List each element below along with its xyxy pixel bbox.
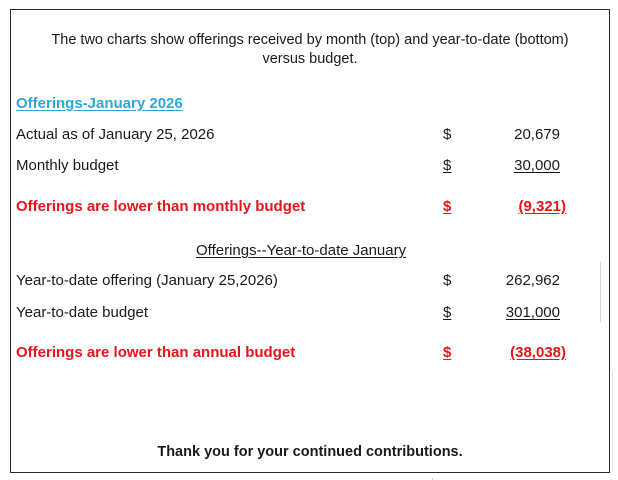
- monthly-diff-amount: (9,321): [518, 198, 566, 215]
- monthly-actual-row: [16, 124, 596, 146]
- ytd-diff-label: Offerings are lower than annual budget: [16, 344, 296, 361]
- monthly-budget-amount: 30,000: [514, 157, 560, 174]
- intro-text: [12, 31, 608, 69]
- monthly-budget-row: [16, 155, 596, 177]
- ytd-actual-currency: $: [443, 272, 452, 289]
- monthly-heading: Offerings-January 2026: [16, 95, 183, 112]
- monthly-diff-label: Offerings are lower than monthly budget: [16, 198, 306, 215]
- monthly-diff-row: [16, 196, 596, 218]
- grid-line: [612, 372, 613, 472]
- intro-line-2: versus budget.: [262, 51, 358, 67]
- monthly-actual-label: Actual as of January 25, 2026: [16, 126, 215, 143]
- ytd-budget-label: Year-to-date budget: [16, 304, 149, 321]
- monthly-diff-currency: $: [443, 198, 452, 215]
- ytd-heading: Offerings--Year-to-date January: [196, 242, 407, 259]
- ytd-diff-amount: (38,038): [510, 344, 566, 361]
- ytd-actual-label: Year-to-date offering (January 25,2026): [16, 272, 278, 289]
- ytd-actual-row: [16, 270, 596, 292]
- ytd-budget-amount: 301,000: [505, 304, 560, 321]
- ytd-diff-row: [16, 342, 596, 364]
- monthly-budget-label: Monthly budget: [16, 157, 119, 174]
- ytd-budget-row: [16, 302, 596, 324]
- ytd-budget-currency: $: [443, 304, 452, 321]
- monthly-actual-amount: 20,679: [514, 126, 560, 143]
- monthly-budget-currency: $: [443, 157, 452, 174]
- ytd-actual-amount: 262,962: [505, 272, 560, 289]
- footer-message: Thank you for your continued contributions.: [157, 444, 463, 460]
- grid-line: [600, 262, 601, 322]
- intro-line-1: The two charts show offerings received by month (top) and year-to-date (bottom): [51, 32, 569, 48]
- ytd-diff-currency: $: [443, 344, 452, 361]
- monthly-actual-currency: $: [443, 126, 452, 143]
